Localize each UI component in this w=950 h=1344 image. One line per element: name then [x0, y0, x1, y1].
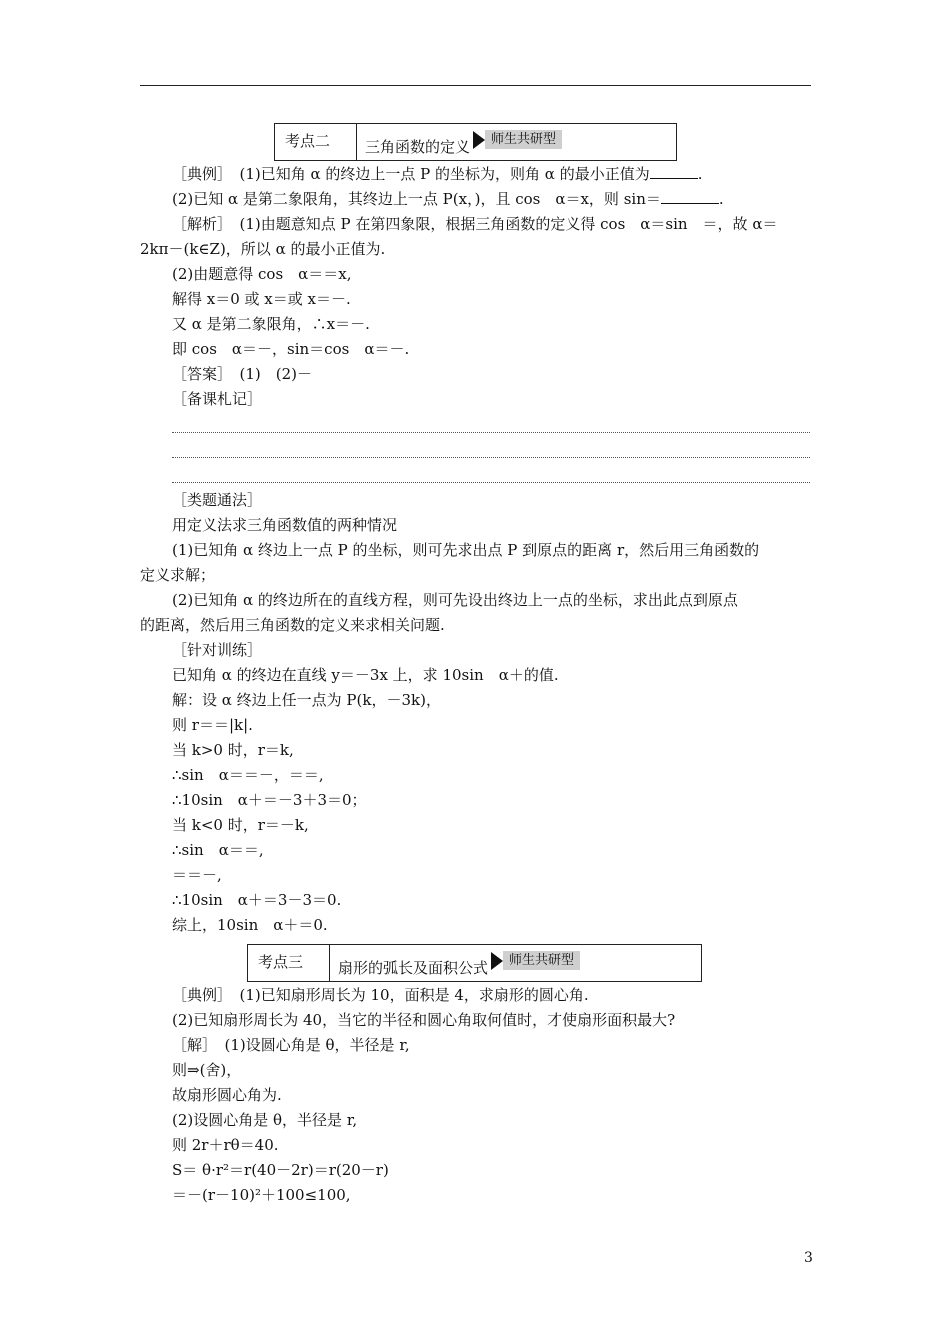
- solution-line: 2kπ－(k∈Z)，所以 α 的最小正值为.: [140, 240, 386, 258]
- solution-line: S＝ θ·r²＝r(40－2r)＝r(20－r): [172, 1161, 389, 1179]
- training-line: ∴10sin α＋＝－3＋3＝0；: [172, 791, 367, 809]
- section-header-kaodian-3: [247, 944, 702, 982]
- solution-line: 又 α 是第二象限角，∴x＝－.: [172, 315, 370, 333]
- section-title: [330, 945, 580, 981]
- notes-dotted-line: [172, 457, 810, 458]
- training-line: 当 k<0 时，r＝－k,: [172, 816, 309, 834]
- training-line: 综上，10sin α＋＝0.: [172, 916, 328, 934]
- section-tag-label: 师生共研型: [485, 130, 562, 149]
- section-title: [357, 124, 562, 160]
- solution-line: (2)由题意得 cos α＝＝x,: [172, 265, 352, 283]
- play-arrow-icon: [491, 952, 503, 970]
- notes-heading: ［备课札记］: [172, 390, 263, 408]
- solution-line: 故扇形圆心角为.: [172, 1086, 282, 1104]
- training-line: 解：设 α 终边上任一点为 P(k，－3k)，: [172, 691, 441, 709]
- training-line: 已知角 α 的终边在直线 y＝－3x 上，求 10sin α＋的值.: [172, 666, 559, 684]
- answer-blank: [661, 189, 719, 204]
- header-rule: [140, 85, 811, 86]
- training-line: 则 r＝＝|k|.: [172, 716, 253, 734]
- section-title-text: 三角函数的定义: [365, 138, 471, 156]
- period: .: [718, 190, 724, 208]
- example-text: ［典例］ (1)已知角 α 的终边上一点 P 的坐标为，则角 α 的最小正值为: [172, 165, 650, 183]
- solution-line: 即 cos α＝－，sin＝cos α＝－.: [172, 340, 410, 358]
- solution-line: ［解析］ (1)由题意知点 P 在第四象限，根据三角函数的定义得 cos α＝sin ＝，故 α＝: [172, 215, 778, 233]
- example-line: [172, 189, 724, 209]
- solution-line: ［解］ (1)设圆心角是 θ，半径是 r,: [172, 1036, 410, 1054]
- section-label: 考点三: [248, 945, 330, 981]
- solution-line: (2)设圆心角是 θ，半径是 r,: [172, 1111, 358, 1129]
- period: .: [697, 165, 703, 183]
- solution-line: 则 2r＋rθ＝40.: [172, 1136, 279, 1154]
- notes-dotted-line: [172, 432, 810, 433]
- solution-line: ＝－(r－10)²＋100≤100,: [172, 1186, 351, 1204]
- example-line: (2)已知扇形周长为 40，当它的半径和圆心角取何值时，才使扇形面积最大?: [172, 1011, 676, 1029]
- training-line: 当 k>0 时，r＝k,: [172, 741, 294, 759]
- training-heading: ［针对训练］: [172, 641, 263, 659]
- method-heading: ［类题通法］: [172, 491, 263, 509]
- section-title-text: 扇形的弧长及面积公式: [338, 959, 489, 977]
- section-label: 考点二: [275, 124, 357, 160]
- answer-blank: [650, 164, 698, 179]
- method-line: 用定义法求三角函数值的两种情况: [172, 516, 398, 534]
- method-line: 的距离，然后用三角函数的定义来求相关问题.: [140, 616, 445, 634]
- example-line: [172, 164, 703, 184]
- method-line: 定义求解；: [140, 566, 216, 584]
- notes-dotted-line: [172, 482, 810, 483]
- solution-line: 则⇒(舍)，: [172, 1061, 242, 1079]
- training-line: ∴10sin α＋＝3－3＝0.: [172, 891, 342, 909]
- answer-line: ［答案］ (1) (2)－: [172, 365, 312, 383]
- play-arrow-icon: [473, 131, 485, 149]
- method-line: (2)已知角 α 的终边所在的直线方程，则可先设出终边上一点的坐标，求出此点到原点: [172, 591, 738, 609]
- section-tag: [491, 951, 580, 970]
- section-tag-label: 师生共研型: [503, 951, 580, 970]
- section-header-kaodian-2: [274, 123, 677, 161]
- training-line: ＝＝－,: [172, 866, 222, 884]
- method-line: (1)已知角 α 终边上一点 P 的坐标，则可先求出点 P 到原点的距离 r，然后用三角函数的: [172, 541, 760, 559]
- training-line: ∴sin α＝＝,: [172, 841, 264, 859]
- example-line: ［典例］ (1)已知扇形周长为 10，面积是 4，求扇形的圆心角.: [172, 986, 589, 1004]
- example-text: (2)已知 α 是第二象限角，其终边上一点 P(x，)，且 cos α＝x，则 sin＝: [172, 190, 661, 208]
- section-tag: [473, 130, 562, 149]
- page-number: 3: [804, 1250, 813, 1266]
- solution-line: 解得 x＝0 或 x＝或 x＝－.: [172, 290, 351, 308]
- training-line: ∴sin α＝＝－，＝＝,: [172, 766, 324, 784]
